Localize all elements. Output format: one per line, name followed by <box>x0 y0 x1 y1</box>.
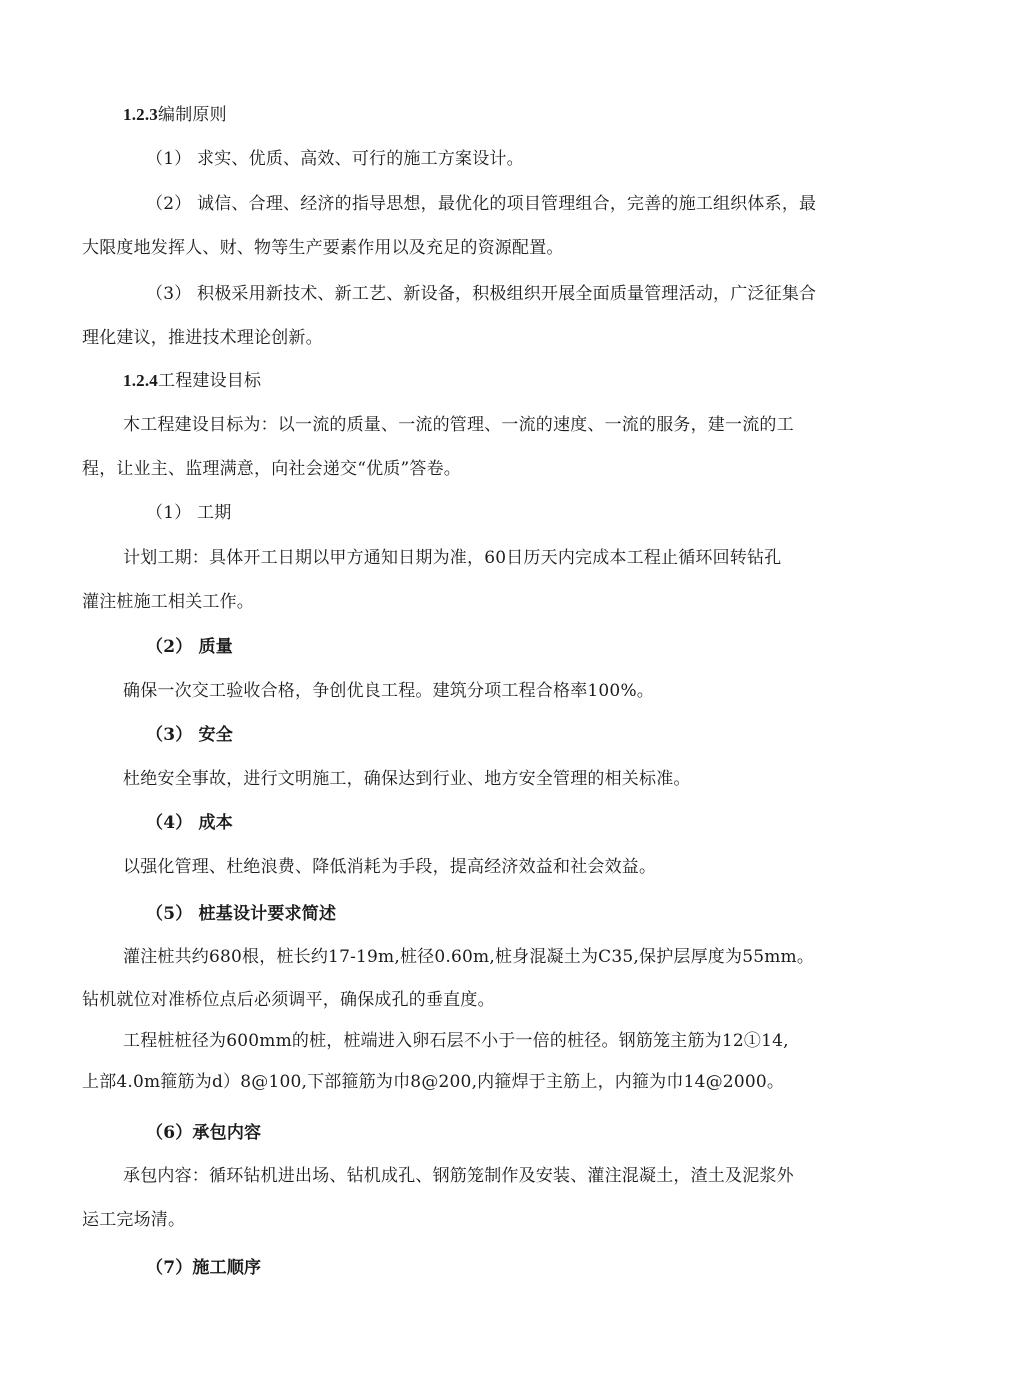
section-title: 工程建设目标 <box>158 371 262 391</box>
subheading-safety: （3） 安全 <box>146 725 233 745</box>
subheading-schedule: （1） 工期 <box>146 503 232 523</box>
section-number: 1.2.3 <box>123 105 158 124</box>
paragraph-principle-2-line-2: 大限度地发挥人、财、物等生产要素作用以及充足的资源配置。 <box>82 238 564 258</box>
paragraph-pile-spec-line-2: 上部4.0m箍筋为d）8@100,下部箍筋为巾8@200,内箍焊于主筋上，内箍为巾14@2000。 <box>82 1072 785 1092</box>
paragraph-contract-scope-line-2: 运工完场清。 <box>82 1210 186 1230</box>
paragraph-principle-2-line-1: （2） 诚信、合理、经济的指导思想，最优化的项目管理组合，完善的施工组织体系，最 <box>146 194 817 214</box>
paragraph-principle-3-line-1: （3） 积极采用新技术、新工艺、新设备，积极组织开展全面质量管理活动，广泛征集合 <box>146 284 817 304</box>
subheading-pile-design: （5） 桩基设计要求简述 <box>146 904 337 924</box>
subheading-cost: （4） 成本 <box>146 813 233 833</box>
paragraph-quality: 确保一次交工验收合格，争创优良工程。建筑分项工程合格率100%。 <box>123 681 654 701</box>
paragraph-cost: 以强化管理、杜绝浪费、降低消耗为手段，提高经济效益和社会效益。 <box>123 857 657 877</box>
subheading-quality: （2） 质量 <box>146 637 233 657</box>
paragraph-pile-spec-line-1: 工程桩桩径为600mm的桩，桩端进入卵石层不小于一倍的桩径。钢筋笼主筋为12①14, <box>123 1031 789 1051</box>
paragraph-pile-design-line-1: 灌注桩共约680根，桩长约17-19m,桩径0.60m,桩身混凝土为C35,保护层厚度为55mm。 <box>123 947 815 967</box>
paragraph-safety: 杜绝安全事故，进行文明施工，确保达到行业、地方安全管理的相关标准。 <box>123 769 691 789</box>
section-number: 1.2.4 <box>123 371 158 390</box>
section-heading-1-2-3 <box>123 104 227 126</box>
paragraph-schedule-line-2: 灌注桩施工相关工作。 <box>82 592 254 612</box>
subheading-construction-sequence: （7）施工顺序 <box>146 1258 262 1278</box>
paragraph-goals-line-2: 程，让业主、监理满意，向社会递交“优质”答卷。 <box>82 459 461 479</box>
section-title: 编制原则 <box>158 105 227 125</box>
paragraph-principle-1: （1） 求实、优质、高效、可行的施工方案设计。 <box>146 149 524 169</box>
paragraph-schedule-line-1: 计划工期：具体开工日期以甲方通知日期为准，60日历天内完成本工程止循环回转钻孔 <box>123 548 782 568</box>
section-heading-1-2-4 <box>123 370 261 392</box>
paragraph-pile-design-line-2: 钻机就位对准桥位点后必须调平，确保成孔的垂直度。 <box>82 990 495 1010</box>
paragraph-contract-scope-line-1: 承包内容：循环钻机进出场、钻机成孔、钢筋笼制作及安装、灌注混凝土，渣土及泥浆外 <box>123 1166 794 1186</box>
subheading-contract-scope: （6）承包内容 <box>146 1123 262 1143</box>
paragraph-principle-3-line-2: 理化建议，推进技术理论创新。 <box>82 328 323 348</box>
paragraph-goals-line-1: 木工程建设目标为：以一流的质量、一流的管理、一流的速度、一流的服务，建一流的工 <box>123 415 794 435</box>
